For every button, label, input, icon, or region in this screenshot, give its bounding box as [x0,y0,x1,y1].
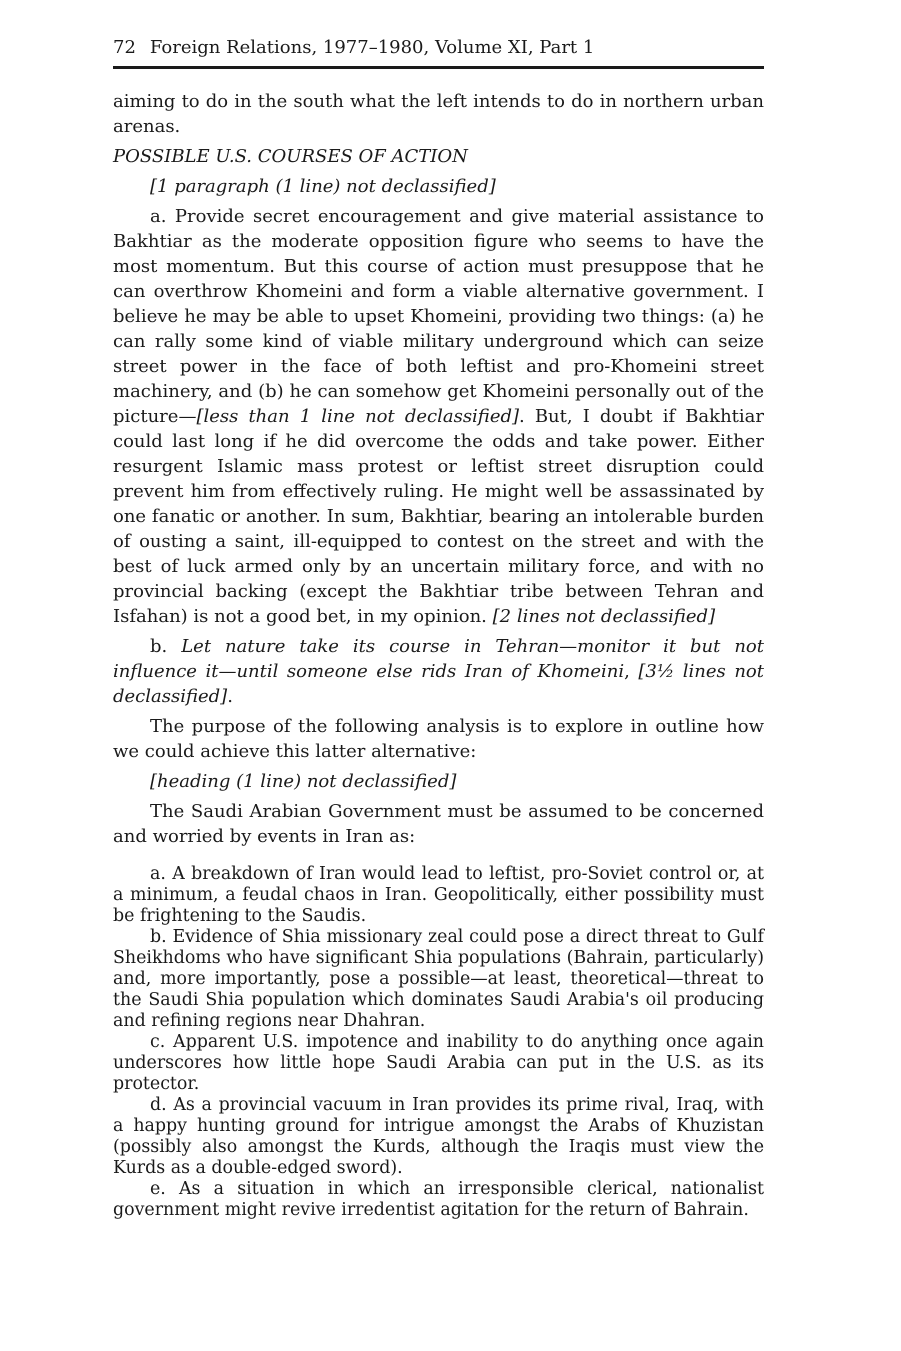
option-b-end: . [227,686,233,707]
section-heading: POSSIBLE U.S. COURSES OF ACTION [113,146,468,167]
option-a-text: a. Provide secret encouragement and give material assistance to Bakhtiar as the moderate opposition figure who seems to have the most momentum. But this course of action must presuppose that he can overthrow Khomeini and form a viable alternative government. I believe he may be able to upset Khomeini, providing two things: (a) he can rally some kind of viable military underground which can seize street power in the face of both leftist and pro-Khomeini street machinery, and (b) he can somehow get Khomeini personally out of the picture— [113,206,764,427]
redaction-note: [heading (1 line) not declassified] [150,771,457,792]
document-page [113,36,764,1221]
analysis-intro: The purpose of the following analysis is to explore in outline how we could achieve this latter alternative: [113,716,764,762]
saudi-concerns-intro: The Saudi Arabian Government must be assumed to be concerned and worried by events in Iran as: [113,801,764,847]
running-header [113,36,764,69]
option-a-text-rest: . But, I doubt if Bakhtiar could last long if he did overcome the odds and take power. Either resurgent Islamic mass protest or leftist street disruption could prevent him from effectively ruling. He might well be assassinated by one fanatic or another. In sum, Bakhtiar, bearing an intolerable burden of ousting a saint, ill-equipped to contest on the street and with the best of luck armed only by an uncertain military force, and with no provincial backing (except the Bakhtiar tribe between Tehran and Isfahan) is not a good bet, in my opinion. [113,406,764,627]
option-a-paragraph [113,204,764,629]
option-b-sep: , [624,661,639,682]
option-b-label: b. [150,636,182,657]
list-item: c. Apparent U.S. impotence and inability to do anything once again underscores how little hope Saudi Arabia can put in the U.S. as its protector. [113,1032,764,1094]
list-item: e. As a situation in which an irresponsible clerical, nationalist government might revive irredentist agitation for the return of Bahrain. [113,1179,764,1220]
redaction-note: [1 paragraph (1 line) not declassified] [150,176,496,197]
redaction-note: [less than 1 line not declassified] [196,406,520,427]
list-item: a. A breakdown of Iran would lead to leftist, pro-Soviet control or, at a minimum, a feudal chaos in Iran. Geopolitically, either possibility must be frightening to the Saudis. [113,864,764,926]
redaction-note: [3½ lines not declassified] [113,661,764,707]
page-number: 72 [113,37,136,58]
list-item: b. Evidence of Shia missionary zeal could pose a direct threat to Gulf Sheikhdoms who have significant Shia populations (Bahrain, particularly) and, more importantly, pose a possible—at least, theoretical—threat to the Saudi Shia population which dominates Saudi Arabia's oil producing and refining regions near Dhahran. [113,927,764,1031]
concerns-list [113,864,764,1221]
paragraph-continued: aiming to do in the south what the left intends to do in northern urban arenas. [113,91,764,137]
option-b-paragraph [113,634,764,709]
document-body [113,89,764,849]
running-title: Foreign Relations, 1977–1980, Volume XI, Part 1 [149,37,595,58]
redaction-note: [2 lines not declassified] [492,606,716,627]
option-b-text: Let nature take its course in Tehran—monitor it but not influence it—until someone else rids Iran of Khomeini [113,636,765,682]
list-item: d. As a provincial vacuum in Iran provides its prime rival, Iraq, with a happy hunting ground for intrigue amongst the Arabs of Khuzistan (possibly also amongst the Kurds, although the Iraqis must view the Kurds as a double-edged sword). [113,1095,764,1178]
